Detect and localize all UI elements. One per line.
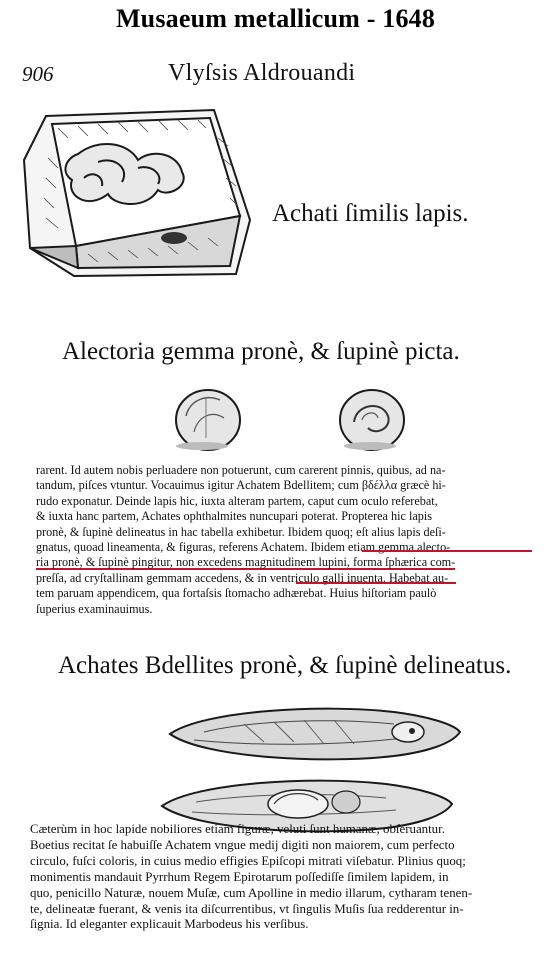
alectoria-gem-front-illustration [172, 386, 244, 454]
text-line-underlined: gnatus, quoad lineamenta, & figuras, referens Achatem. Ibidem etiam gemma alecto- [36, 540, 451, 555]
bdellites-caption: Achates Bdellites pronè, & ſupinè delineatus. [58, 652, 512, 679]
text-line: monimentis mandauit Pyrrhum Regem Epirotarum poſſediſſe ſimilem lapidem, in [30, 869, 449, 884]
text-line-underlined: preſſa, ad cryſtallinam gemmam accedens, & in ventriculo galli inuenta. Habebat au- [36, 570, 449, 585]
bdellites-front-illustration [164, 702, 464, 764]
text-line: Boetius recitat ſe habuiſſe Achatem vngue medij digiti non maiorem, cum perfecto [30, 837, 455, 852]
text-line: ſuperius examinauimus. [36, 601, 153, 616]
running-head: Vlyſsis Aldrouandi [168, 60, 356, 86]
text-line: circulo, fuſci coloris, in cuius medio effigies Epiſcopi mitrati viſebatur. Plinius quoq; [30, 853, 466, 868]
text-line: & iuxta hanc partem, Achates ophthalmites nuncupari poterat. Propterea hic lapis [36, 509, 432, 524]
page-number: 906 [22, 62, 54, 86]
text-line: te, delineatæ fuerant, & venis ita diſcurrentibus, vt ſingulis Muſis ſua redderentur in- [30, 901, 464, 916]
text-line: rudo exponatur. Deinde lapis hic, iuxta alteram partem, caput cum oculo referebat, [36, 493, 438, 508]
text-line-underlined: ria pronè, & ſupinè pingitur, non excedens magnitudinem lupini, forma ſphærica com- [36, 555, 456, 570]
body-paragraph-2 [30, 822, 472, 933]
text-line: tandum, piſces vtuntur. Vocauimus igitur Achatem Bdellitem; cum βδέλλα græcè hi- [36, 478, 446, 493]
agate-stone-illustration [18, 98, 258, 278]
alectoria-gem-back-illustration [336, 386, 408, 454]
agate-caption: Achati ſimilis lapis. [272, 200, 469, 227]
page-title: Musaeum metallicum - 1648 [115, 4, 436, 33]
text-line: Cæterùm in hoc lapide nobiliores etiam figuræ, veluti ſunt humanæ, obſeruantur. [30, 822, 445, 836]
text-line: ſignia. Id eleganter explicauit Marbodeus his verſibus. [30, 917, 309, 932]
alectoria-caption: Alectoria gemma pronè, & ſupinè picta. [62, 338, 460, 365]
text-line: pronè, & ſupinè delineatus in hac tabella exhibetur. Ibidem quoq; eſt alius lapis deſi- [36, 524, 446, 539]
text-line: tem paruam appendicem, qua fortaſsis ſtomacho adhærebat. Huius hiſtoriam paulò [36, 586, 437, 601]
highlight-underlines [0, 535, 551, 585]
text-line: quo, penicillo Naturæ, nouem Muſæ, cum Apolline in medio illarum, cytharam tenen- [30, 885, 473, 900]
text-line: rarent. Id autem nobis perluadere non potuerunt, cum carerent pinnis, quibus, ad na- [36, 463, 446, 477]
